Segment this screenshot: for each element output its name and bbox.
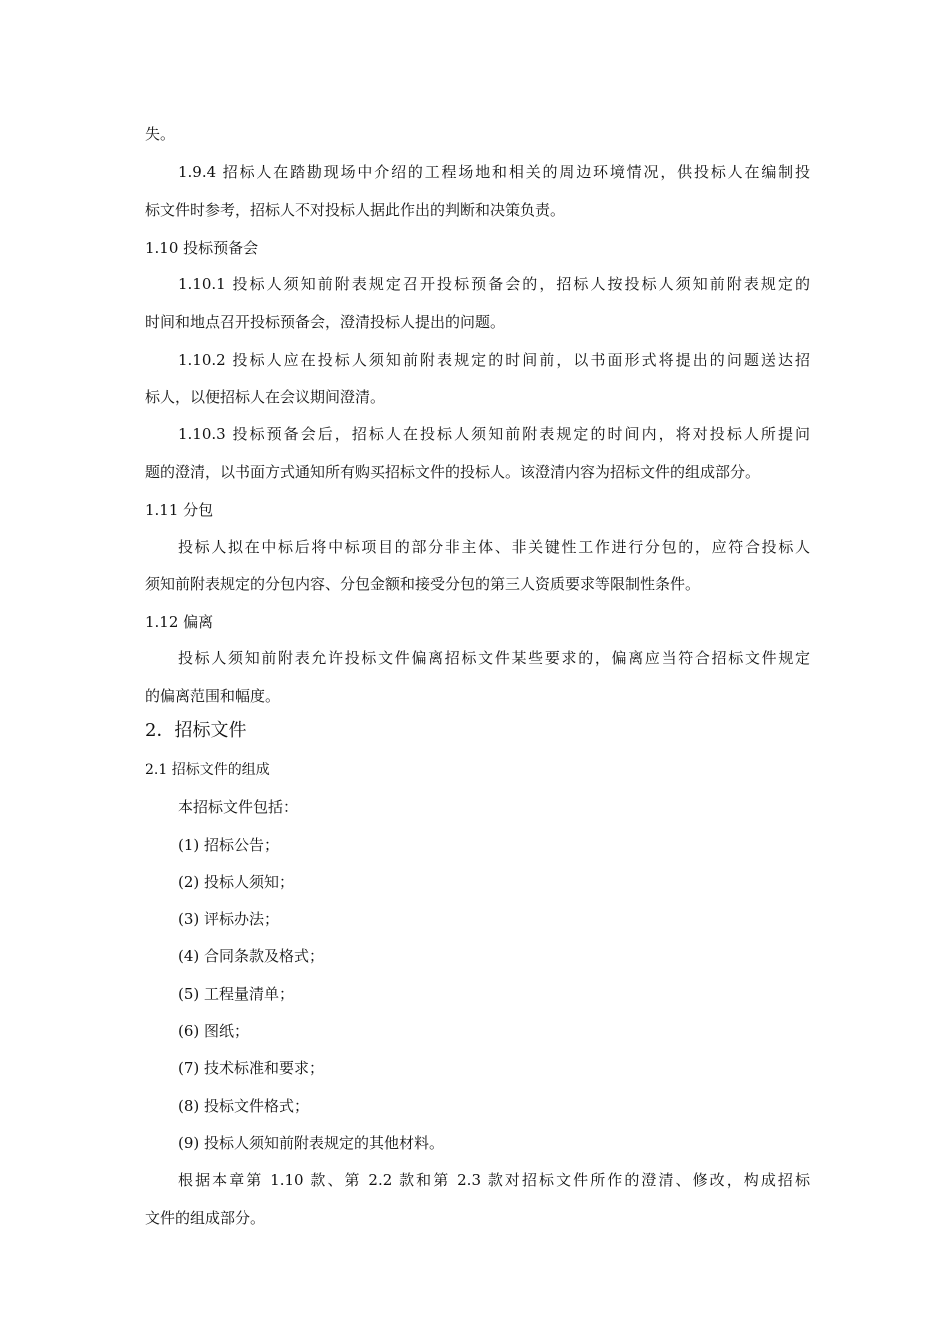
paragraph-line: 时间和地点召开投标预备会，澄清投标人提出的问题。 <box>145 313 506 331</box>
list-item: (9) 投标人须知前附表规定的其他材料。 <box>178 1134 445 1152</box>
section-heading: 1.10 投标预备会 <box>145 239 259 257</box>
paragraph-line: 标人，以便招标人在会议期间澄清。 <box>145 388 386 406</box>
paragraph-line: 标文件时参考，招标人不对投标人据此作出的判断和决策负责。 <box>145 201 566 219</box>
list-item: (1) 招标公告； <box>178 836 280 854</box>
paragraph-line: 1.9.4 招标人在踏勘现场中介绍的工程场地和相关的周边环境情况，供投标人在编制投 <box>178 163 810 181</box>
section-heading: 1.11 分包 <box>145 501 214 519</box>
paragraph-line: 的偏离范围和幅度。 <box>145 687 281 705</box>
section-heading: 1.12 偏离 <box>145 613 214 631</box>
paragraph-line: 失。 <box>145 125 176 143</box>
paragraph-line: 本招标文件包括： <box>178 798 299 816</box>
list-item: (7) 技术标准和要求； <box>178 1059 325 1077</box>
paragraph-line: 1.10.3 投标预备会后，招标人在投标人须知前附表规定的时间内，将对投标人所提问 <box>178 425 810 443</box>
list-item: (6) 图纸； <box>178 1022 250 1040</box>
paragraph-line: 须知前附表规定的分包内容、分包金额和接受分包的第三人资质要求等限制性条件。 <box>145 575 701 593</box>
paragraph-line: 1.10.2 投标人应在投标人须知前附表规定的时间前，以书面形式将提出的问题送达招 <box>178 351 810 369</box>
paragraph-line: 投标人拟在中标后将中标项目的部分非主体、非关键性工作进行分包的，应符合投标人 <box>178 538 810 556</box>
list-item: (5) 工程量清单； <box>178 985 295 1003</box>
paragraph-line: 投标人须知前附表允许投标文件偏离招标文件某些要求的，偏离应当符合招标文件规定 <box>178 649 810 667</box>
list-item: (3) 评标办法； <box>178 910 280 928</box>
list-item: (8) 投标文件格式； <box>178 1097 310 1115</box>
paragraph-line: 题的澄清，以书面方式通知所有购买招标文件的投标人。该澄清内容为招标文件的组成部分。 <box>145 463 761 481</box>
list-item: (4) 合同条款及格式； <box>178 947 325 965</box>
paragraph-line: 根据本章第 1.10 款、第 2.2 款和第 2.3 款对招标文件所作的澄清、修改，构成招标 <box>178 1171 810 1189</box>
paragraph-line: 1.10.1 投标人须知前附表规定召开投标预备会的，招标人按投标人须知前附表规定的 <box>178 275 810 293</box>
list-item: (2) 投标人须知； <box>178 873 295 891</box>
section-heading: 2.1 招标文件的组成 <box>145 762 270 778</box>
paragraph-line: 文件的组成部分。 <box>145 1209 266 1227</box>
chapter-heading: 2．招标文件 <box>145 720 247 741</box>
